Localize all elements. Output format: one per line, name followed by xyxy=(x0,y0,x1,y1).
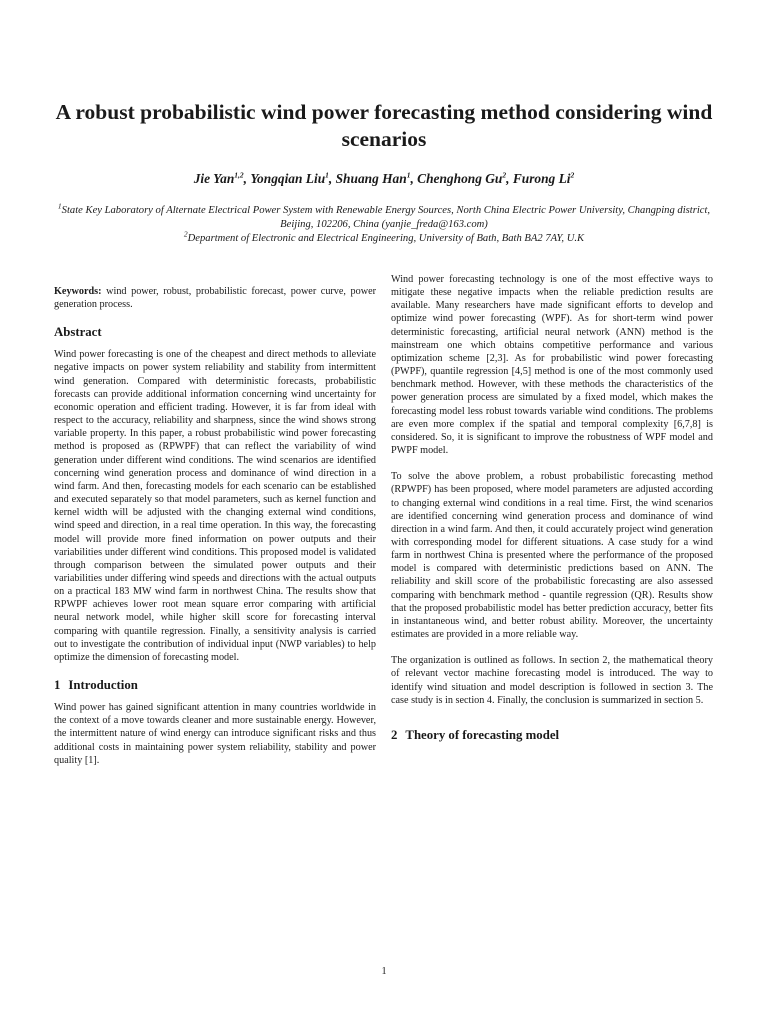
author: Chenghong Gu$^2$, xyxy=(417,170,513,186)
paragraph: To solve the above problem, a robust probabilistic forecasting method (RPWPF) has been proposed, where model parameters are adjusted according to changing external wind conditions in a real time. First, the wind scenarios are identified concerning wind generation process and dominance of wind direction in a wind farm. And then, it could accurately project wind generation with corresponding model for different situations. A case study for a wind farm in northwest China is presented where the performance of the proposed model is compared with deterministic predictions based on ANN. The reliability and skill score of the probabilistic forecasting are also assessed comparing with benchmark method - quantile regression (QR). Results show that the proposed probabilistic model has better prediction accuracy, better fits in instantaneous wind, and better robust ability. Moreover, the uncertainty estimates are provided in a more reliable way. xyxy=(391,471,713,641)
right-column xyxy=(391,273,713,751)
paper-title: A robust probabilistic wind power forecasting method considering wind scenarios xyxy=(55,100,713,151)
affiliation: $^1$State Key Laboratory of Alternate Electrical Power System with Renewable Energy Sources, North China Electric Power University, Changping district, Beijing, 102206, China (yanjie_freda@163.com) xyxy=(57,201,711,230)
paragraph: The organization is outlined as follows. In section 2, the mathematical theory of relevant vector machine forecasting model is introduced. The way to identify wind situation and model description is followed in section 3. The case study is in section 4. Finally, the conclusion is summarized in section 5. xyxy=(391,655,713,706)
paragraph: Wind power has gained significant attention in many countries worldwide in the context of a move towards cleaner and more sustainable energy. However, the intermittent nature of wind energy can introduce significant risks and thus additional costs in maintaining power system reliability, stability and power quality [1]. xyxy=(54,702,376,766)
abstract-heading: Abstract xyxy=(54,325,102,340)
section-heading-introduction: 1 Introduction xyxy=(54,678,138,693)
section-heading-theory: 2 Theory of forecasting model xyxy=(391,727,560,742)
abstract-text: Wind power forecasting is one of the cheapest and direct methods to alleviate negative impacts on power system reliability and stability from intermittent wind generation. Compared with deterministic forecasts, probabilistic forecasts can provide additional information concerning wind uncertainty for economic operation and efficient trading. However, it is far from ideal with respect to the accuracy, reliability and sharpness, since the wind shows strong variable property. In this paper, a robust probabilistic wind power forecasting method is proposed as (RPWPF) that can reflect the variability of wind generation under different wind conditions. The wind scenarios are identified concerning wind generation process and dominance of wind direction in a wind farm. And then, forecasting models for each scenario can be established and executed separately so that model parameters, such as kernel function and kernel width will be adjusted with the changing external wind conditions, wind speed and direction, in a real time operation. In this way, the forecasting model will provide more fined information on power outputs and their variabilities under different wind conditions. This proposed model is validated through comparison between the simulated power outputs and their variabilities under differing wind speeds and directions with the actual outputs on a practical 183 MW wind farm in northwest China. The results show that RPWPF achieves lower root mean square error comparing with artificial neural network model, while higher skill score for forecasting interval comparing with quantile regression. Finally, a sensitivity analysis is carried out to investigate the contribution of individual input (NWP variables) to help optimize the dimension of forecasting model. xyxy=(54,349,376,663)
author: Jie Yan$^{1,2}$, xyxy=(193,170,251,186)
keywords: Keywords: wind power, robust, probabilistic forecast, power curve, power generation process. xyxy=(54,286,377,311)
affiliation: $^2$Department of Electronic and Electrical Engineering, University of Bath, Bath BA2 7AY, U.K xyxy=(183,229,585,244)
author: Furong Li$^2$ xyxy=(512,170,575,186)
author: Yongqian Liu$^1$, xyxy=(250,170,336,186)
paragraph: Wind power forecasting technology is one of the most effective ways to mitigate these negative impacts when the reliable prediction results are available. Many researchers have made significant efforts to develop and optimize wind power forecasting (WPF). As for short-term wind power deterministic forecasting, artificial neural network (ANN) method is the mainstream one which obtains competitive performance and various optimization scheme [2,3]. As for probabilistic wind power forecasting (PWPF), quantile regression [4,5] method is one of the most commonly used benchmark method. However, with these methods the characteristics of the power generation process are simulated by a fixed model, which makes the forecasting model less robust towards variable wind conditions. The problems are even more complex if the spatial and temporal complexity [6,7,8] is considered. So, it is significant to improve the robustness of WPF model and PWPF model. xyxy=(391,274,713,457)
author-list xyxy=(40,170,728,188)
affiliations xyxy=(40,201,728,246)
left-column xyxy=(54,273,376,780)
page-number: 1 xyxy=(381,966,387,977)
author: Shuang Han$^1$, xyxy=(335,170,418,186)
